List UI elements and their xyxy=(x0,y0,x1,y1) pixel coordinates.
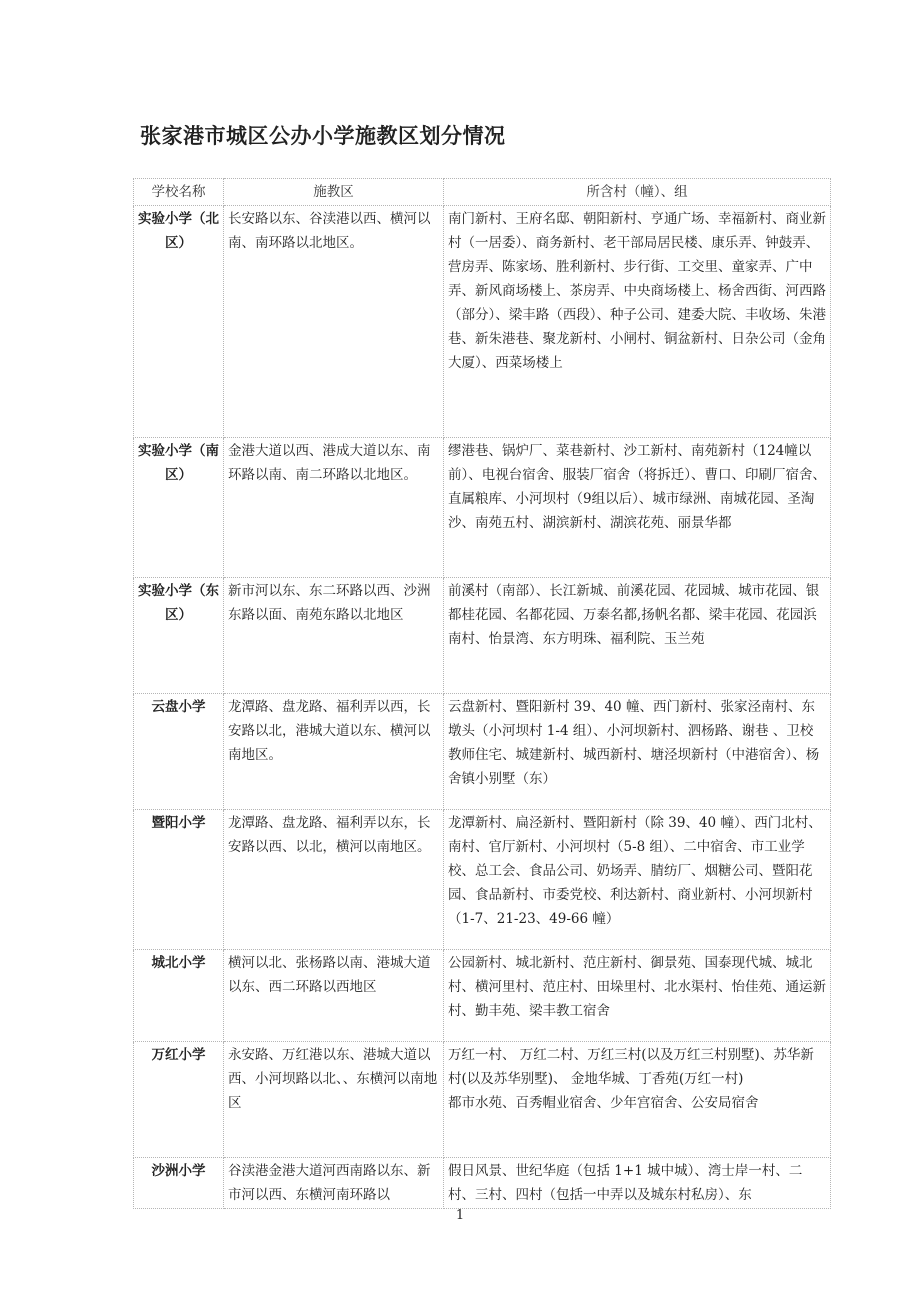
villages-text: 万红一村、 万红二村、万红三村(以及万红三村别墅)、苏华新村(以及苏华别墅)、 金地华城、丁香苑(万红一村) xyxy=(448,1047,814,1087)
school-name: 实验小学（北区） xyxy=(134,206,224,438)
school-name: 实验小学（东区） xyxy=(134,578,224,694)
school-name: 城北小学 xyxy=(134,950,224,1042)
header-villages: 所含村（幢）、组 xyxy=(444,179,831,206)
service-area: 龙潭路、盘龙路、福利弄以东，长安路以西、以北，横河以南地区。 xyxy=(224,810,444,950)
villages-list: 假日风景、世纪华庭（包括 1+1 城中城）、湾士岸一村、二村、三村、四村（包括一中弄以及城东村私房）、东 xyxy=(444,1158,831,1209)
header-school: 学校名称 xyxy=(134,179,224,206)
school-name: 实验小学（南区） xyxy=(134,438,224,578)
table-row xyxy=(134,206,831,438)
school-name: 暨阳小学 xyxy=(134,810,224,950)
service-area: 谷渎港金港大道河西南路以东、新市河以西、东横河南环路以 xyxy=(224,1158,444,1209)
service-area: 龙潭路、盘龙路、福利弄以西，长安路以北，港城大道以东、横河以南地区。 xyxy=(224,694,444,810)
table-row xyxy=(134,810,831,950)
villages-list: 云盘新村、暨阳新村 39、40 幢、西门新村、张家泾南村、东墩头（小河坝村 1-4 组）、小河坝新村、泗杨路、谢巷 、卫校教师住宅、城建新村、城西新村、塘泾坝新村（中港宿舍）、杨舍镇小别墅（东） xyxy=(444,694,831,810)
villages-list: 缪港巷、锅炉厂、菜巷新村、沙工新村、南苑新村（124幢以前）、电视台宿舍、服装厂宿舍（将拆迁）、曹口、印刷厂宿舍、直属粮库、小河坝村（9组以后）、城市绿洲、南城花园、圣淘沙、南苑五村、湖滨新村、湖滨花苑、丽景华都 xyxy=(444,438,831,578)
villages-list: 龙潭新村、扁泾新村、暨阳新村（除 39、40 幢）、西门北村、南村、官厅新村、小河坝村（5-8 组）、二中宿舍、市工业学校、总工会、食品公司、奶场弄、腈纺厂、烟糖公司、暨阳花园、食品新村、市委党校、利达新村、商业新村、小河坝新村（1-7、21-23、49-66 幢） xyxy=(444,810,831,950)
header-area: 施教区 xyxy=(224,179,444,206)
villages-list: 前溪村（南部）、长江新城、前溪花园、花园城、城市花园、银都桂花园、名都花园、万泰名都,扬帆名都、梁丰花园、花园浜南村、怡景湾、东方明珠、福利院、玉兰苑 xyxy=(444,578,831,694)
villages-list xyxy=(444,1042,831,1158)
page-number: 1 xyxy=(455,1208,465,1223)
school-name: 云盘小学 xyxy=(134,694,224,810)
page-title: 张家港市城区公办小学施教区划分情况 xyxy=(140,124,506,148)
table-row xyxy=(134,578,831,694)
table-row xyxy=(134,1158,831,1209)
school-name: 万红小学 xyxy=(134,1042,224,1158)
service-area: 永安路、万红港以东、港城大道以西、小河坝路以北、、东横河以南地区 xyxy=(224,1042,444,1158)
table-row xyxy=(134,1042,831,1158)
school-name: 沙洲小学 xyxy=(134,1158,224,1209)
service-area: 横河以北、张杨路以南、港城大道以东、西二环路以西地区 xyxy=(224,950,444,1042)
district-table xyxy=(133,178,831,1209)
table-header-row xyxy=(134,179,831,206)
table-row xyxy=(134,950,831,1042)
table-row xyxy=(134,438,831,578)
villages-list: 公园新村、城北新村、范庄新村、御景苑、国泰现代城、城北村、横河里村、范庄村、田垛里村、北水渠村、怡佳苑、通运新村、勤丰苑、梁丰教工宿舍 xyxy=(444,950,831,1042)
service-area: 新市河以东、东二环路以西、沙洲东路以面、南苑东路以北地区 xyxy=(224,578,444,694)
service-area: 金港大道以西、港成大道以东、南环路以南、南二环路以北地区。 xyxy=(224,438,444,578)
service-area: 长安路以东、谷渎港以西、横河以南、南环路以北地区。 xyxy=(224,206,444,438)
villages-list: 南门新村、王府名邸、朝阳新村、亨通广场、幸福新村、商业新村（一居委）、商务新村、老干部局居民楼、康乐弄、钟鼓弄、营房弄、陈家场、胜利新村、步行街、工交里、童家弄、广中弄、新风商场楼上、茶房弄、中央商场楼上、杨舍西街、河西路（部分）、梁丰路（西段）、种子公司、建委大院、丰收场、朱港巷、新朱港巷、聚龙新村、小闸村、铜盆新村、日杂公司（金角大厦）、西菜场楼上 xyxy=(444,206,831,438)
table-row xyxy=(134,694,831,810)
villages-extra-text: 都市水苑、百秀帽业宿舍、少年宫宿舍、公安局宿舍 xyxy=(448,1095,759,1111)
